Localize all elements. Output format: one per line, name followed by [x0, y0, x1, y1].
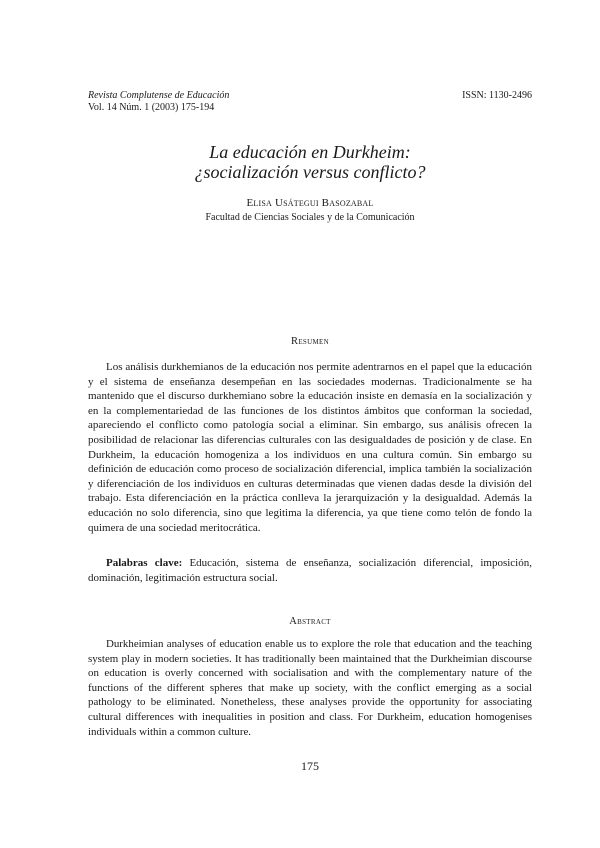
author-affiliation: Facultad de Ciencias Sociales y de la Comunicación: [205, 212, 415, 223]
resumen-paragraph: Los análisis durkhemianos de la educación nos permite adentrarnos en el papel que la educación y el sistema de enseñanza desempeñan en las sociedades modernas. Tradicionalmente se ha mantenido que el discurso durkhemiano sobre la educación insiste en demasía en la socialización y en la complementariedad de las funciones de los distintos ámbitos que conforman la sociedad, apareciendo el conflicto como patología social a eliminar. Sin embargo, sus análisis ofrecen la posibilidad de relacionar las diferencias culturales con las desigualdades de posición y de clase. En Durkheim, la educación homogeniza a los individuos en una cultura común. Sin embargo su definición de educación como proceso de socialización diferencial, implica también la socialización y diferenciación de los individuos en culturas determinadas que vienen dadas desde la división del trabajo. Esta diferenciación en la práctica conlleva la jerarquización y la desigualdad. Además la educación no solo diferencia, sino que legitima la diferencia, ya que tiene como telón de fondo la quimera de una sociedad meritocrática.: [88, 361, 532, 534]
author-name: Elisa Usátegui Basozabal: [246, 197, 374, 209]
abstract-paragraph: Durkheimian analyses of education enable us to explore the role that education and the teaching system play in modern societies. It has traditionally been maintained that the Durkheimian discourse on education is overly concerned with socialisation and with the complementary nature of the functions of the different spheres that make up society, with the conflict emerging as a social pathology to be eliminated. Nonetheless, these analyses provide the opportunity for associating cultural differences with inequalities in position and class. For Durkheim, education homogenises individuals within a common culture.: [88, 638, 532, 738]
title-line-1: La educación en Durkheim:: [209, 142, 411, 162]
issn: ISSN: 1130-2496: [462, 90, 532, 101]
journal-header: [88, 90, 229, 114]
title-line-2: ¿socialización versus conflicto?: [194, 162, 426, 182]
resumen-heading: Resumen: [291, 336, 329, 347]
keywords-paragraph: [88, 556, 532, 585]
keywords-text: Educación, sistema de enseñanza, socialización diferencial, imposición, dominación, legitimación estructura social.: [88, 557, 532, 584]
journal-name: Revista Complutense de Educación: [88, 90, 230, 101]
abstract-heading: Abstract: [289, 616, 331, 627]
article-title: [88, 142, 532, 182]
journal-volume: Vol. 14 Núm. 1 (2003) 175-194: [88, 102, 215, 113]
page-number: 175: [301, 759, 319, 773]
keywords-label: Palabras clave:: [106, 557, 183, 569]
